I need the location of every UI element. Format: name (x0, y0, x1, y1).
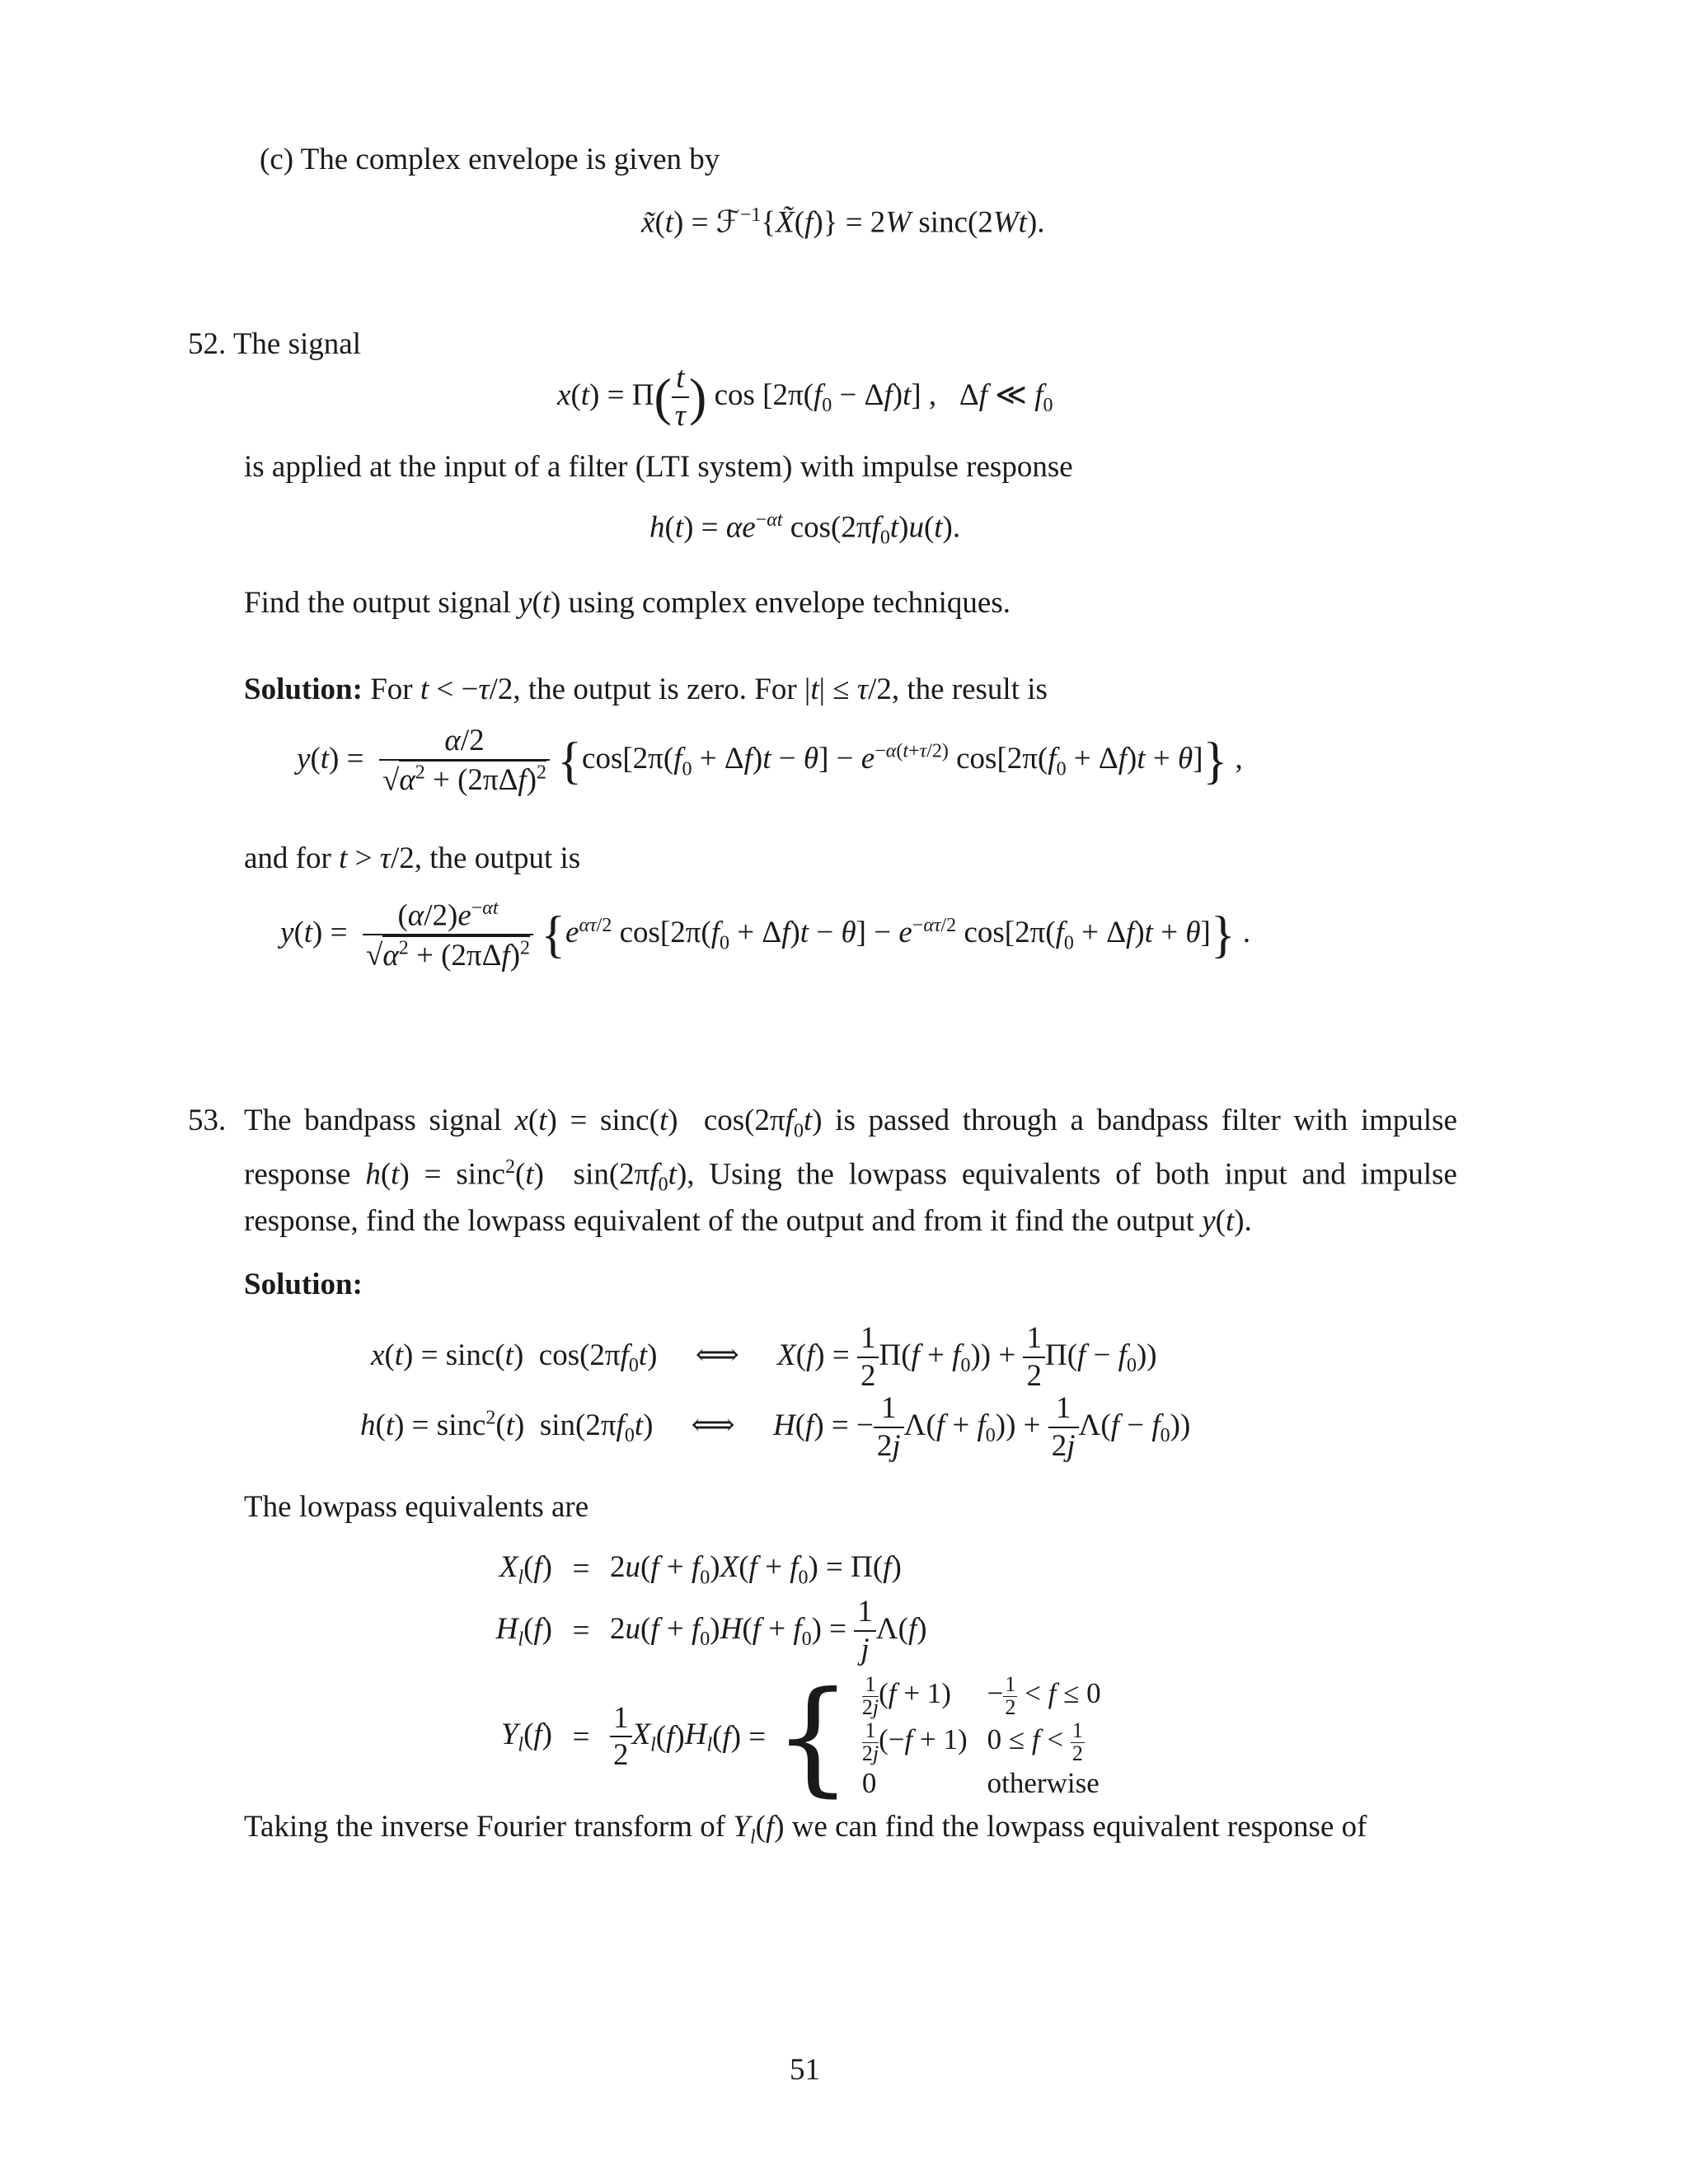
and-for-text: and for t > τ/2, the output is (244, 841, 581, 875)
solution-52-text: Solution: For t < −τ/2, the output is zero. For |t| ≤ τ/2, the result is (244, 673, 1048, 706)
problem-53-statement: 53. The bandpass signal x(t) = sinc(t) $\cos(2\pi f_0t)$ is passed through a bandpass filter with impulse response h(t) = sinc$^2$(t) $\sin(2\pi f_0t)$, Using the lowpass equivalents of both input and impulse response, find the lowpass equivalent of the output and from it find the output y(t). (188, 1104, 1458, 1239)
find-output-text: Find the output signal y(t) using complex envelope techniques. (244, 586, 1010, 620)
applied-text: is applied at the input of a filter (LTI system) with impulse response (244, 450, 1073, 484)
signal-equation: x(t) = Π( $\frac{t}{\tau}$ ) $\cos [2\pi(f_0 - \Delta f)t]$ , Δf ≪ $f_0$ (557, 361, 1053, 433)
solution-53-label: Solution: (244, 1268, 363, 1301)
problem-52-heading: 52. The signal (188, 327, 361, 361)
part-c-label: (c) The complex envelope is given by (260, 143, 720, 176)
closing-text: Taking the inverse Fourier transform of $Y_l(f)$ we can find the lowpass equivalent response of (244, 1810, 1367, 1849)
output-equation-1: y(t) = $\frac{\alpha/2}{√\alpha^2 + (2\pi\Delta f)^2}$ {$\cos[2\pi(f_0 + \Delta f)t - \theta] - e^{-\alpha(t+\tau/2)}$ $\cos[2\pi(f_0 + \Delta f)t + \theta]$} , (297, 724, 1243, 798)
lowpass-equations: $X_l(f)$ = $2u(f + f_0)X(f + f_0) = \Pi(f)$ $H_l(f)$ = $2u(f + f_0)H(f + f_0)$ = $\frac{1}{j}$ Λ(f) $Y_l(f)$ = $\frac{1}{2}$ $X_l$ ( f ) $H_l$ ( f ) = { $\frac{1}{2j}$ (f + 1) − $\frac{1}{2}$ < f ≤ 0 $\frac{1}{2j}$ (−f + 1) 0 ≤ f < $\frac{1}{2}$ 0 otherwise (429, 1549, 1111, 1802)
complex-envelope-equation: x̃(t) = ℱ$^{-1}${X̃(f)} = 2W sinc(2Wt). (641, 204, 1045, 240)
output-equation-2: y(t) = $\frac{(\alpha/2)e^{-\alpha t}}{√\alpha^2 + (2\pi\Delta f)^2}$ {$e^{\alpha\tau/2}$ $\cos[2\pi(f_0 + \Delta f)t - \theta] - e^{-\alpha\tau/2}$ $\cos[2\pi(f_0 + \Delta f)t + \theta]$} . (280, 898, 1251, 972)
page-number: 51 (790, 2053, 820, 2087)
lowpass-equivalents-text: The lowpass equivalents are (244, 1490, 589, 1524)
impulse-response-equation: $h(t) = \alpha e^{-\alpha t}$ $\cos(2\pi f_0t)u(t)$. (649, 509, 961, 549)
fourier-pair-x: x(t) = sinc(t) $\cos(2\pi f_0t)$ ⟺ X(f) = $\frac{1}{2}$ $\Pi(f + f_0)$) + $\frac{1}{2}$ $\Pi(f - f_0)$) (371, 1321, 1157, 1393)
fourier-pair-h: h(t) = sinc$^2$(t) $\sin(2\pi f_0t)$ ⟺ H(f) = − $\frac{1}{2j}$ $\Lambda(f + f_0)$) + $\frac{1}{2j}$ $\Lambda(f - f_0)$) (360, 1391, 1191, 1463)
otherwise-label: otherwise (987, 1766, 1100, 1799)
